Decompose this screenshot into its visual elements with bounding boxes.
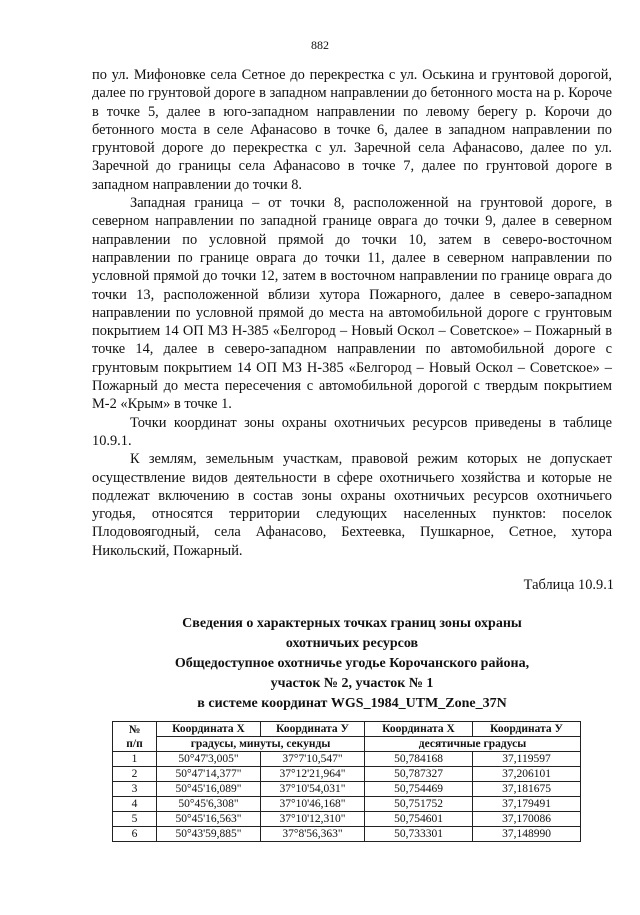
table-row: [113, 812, 581, 827]
cell-x-dms: 50°47'3,005": [157, 752, 261, 767]
table-body: [113, 752, 581, 842]
table-title: [92, 614, 612, 714]
cell-y-dec: 37,148990: [473, 827, 581, 842]
cell-y-dms: 37°8'56,363": [261, 827, 365, 842]
page-number: 882: [311, 38, 329, 52]
header-num-line: п/п: [126, 737, 143, 750]
cell-num: 6: [113, 827, 157, 842]
cell-x-dec: 50,787327: [365, 767, 473, 782]
table-row: [113, 767, 581, 782]
cell-x-dec: 50,784168: [365, 752, 473, 767]
cell-x-dms: 50°45'16,089": [157, 782, 261, 797]
cell-num: 4: [113, 797, 157, 812]
table-row: [113, 797, 581, 812]
table-row: [113, 782, 581, 797]
cell-y-dec: 37,170086: [473, 812, 581, 827]
table-header-row: [113, 722, 581, 737]
table-title-line: участок № 2, участок № 1: [270, 676, 434, 691]
cell-x-dec: 50,754601: [365, 812, 473, 827]
cell-y-dms: 37°10'46,168": [261, 797, 365, 812]
header-x-dec: Координата X: [365, 722, 473, 737]
table-title-line: в системе координат WGS_1984_UTM_Zone_37N: [197, 696, 507, 711]
cell-num: 2: [113, 767, 157, 782]
subheader-dec: десятичные градусы: [365, 737, 581, 752]
body-text: [92, 66, 612, 560]
cell-x-dec: 50,733301: [365, 827, 473, 842]
cell-x-dms: 50°47'14,377": [157, 767, 261, 782]
paragraph-continuation: по ул. Мифоновке села Сетное до перекрестка с ул. Оськина и грунтовой дорогой, далее по грунтовой дороге в западном направлении до бетонного моста на р. Короче в точке 5, далее в юго-западном направлении по левому берегу р. Корочи до бетонного моста в селе Афанасово в точке 6, далее в западном направлении по грунтовой дороге до перекрестка с ул. Заречной села Афанасово, далее по ул. Заречной до границы села Афанасово в точке 7, далее по грунтовой дороге в западном направлении до точки 8.: [92, 67, 612, 193]
subheader-dms: градусы, минуты, секунды: [157, 737, 365, 752]
header-y-dec: Координата У: [473, 722, 581, 737]
paragraph-excluded-lands: К землям, земельным участкам, правовой режим которых не допускает осуществление видов деятельности в сфере охотничьего хозяйства и которые не подлежат включению в состав зоны охраны охотничьих ресурсов охотничьего угодья, относятся территории следующих населенных пунктов: поселок Плодовоягодный, села Афанасово, Бехтеевка, Пушкарное, Сетное, хутора Никольский, Пожарный.: [92, 451, 612, 559]
paragraph-western-border: Западная граница – от точки 8, расположенной на грунтовой дороге, в северном направлении по западной границе оврага до точки 9, далее в северном направлении по условной прямой до точки 10, затем в северо-восточном направлении по границе оврага до точки 11, далее в северном направлении по условной прямой до точки 12, затем в восточном направлении по границе оврага до точки 13, расположенной вблизи хутора Пожарного, далее в северо-западном направлении по условной прямой до места на автомобильной дороге с грунтовым покрытием 14 ОП МЗ Н-385 «Белгород – Новый Оскол – Советское» – Пожарный в точке 14, далее в северо-западном направлении по автомобильной дороге с грунтовым покрытием 14 ОП МЗ Н-385 «Белгород – Новый Оскол – Советское» – Пожарный до места пересечения с автомобильной дорогой с твердым покрытием М-2 «Крым» в точке 1.: [92, 195, 612, 413]
header-num-line: №: [128, 723, 141, 736]
cell-x-dms: 50°43'59,885": [157, 827, 261, 842]
table-subheader-row: [113, 737, 581, 752]
cell-y-dms: 37°10'12,310": [261, 812, 365, 827]
table-title-line: охотничьих ресурсов: [285, 636, 419, 651]
cell-y-dec: 37,179491: [473, 797, 581, 812]
coordinates-table: [112, 721, 581, 842]
cell-y-dms: 37°10'54,031": [261, 782, 365, 797]
cell-y-dec: 37,119597: [473, 752, 581, 767]
paragraph-table-reference: Точки координат зоны охраны охотничьих ресурсов приведены в таблице 10.9.1.: [92, 414, 612, 449]
header-y-dms: Координата У: [261, 722, 365, 737]
header-x-dms: Координата X: [157, 722, 261, 737]
cell-y-dms: 37°7'10,547": [261, 752, 365, 767]
cell-y-dms: 37°12'21,964": [261, 767, 365, 782]
cell-num: 1: [113, 752, 157, 767]
table-row: [113, 752, 581, 767]
table-row: [113, 827, 581, 842]
cell-num: 3: [113, 782, 157, 797]
cell-y-dec: 37,181675: [473, 782, 581, 797]
table-label: Таблица 10.9.1: [523, 577, 614, 593]
cell-x-dms: 50°45'16,563": [157, 812, 261, 827]
cell-x-dec: 50,754469: [365, 782, 473, 797]
cell-x-dms: 50°45'6,308": [157, 797, 261, 812]
table-title-line: Сведения о характерных точках границ зоны охраны: [182, 616, 522, 631]
table-title-line: Общедоступное охотничье угодье Корочанского района,: [174, 656, 530, 671]
header-num: [113, 722, 157, 752]
cell-y-dec: 37,206101: [473, 767, 581, 782]
cell-x-dec: 50,751752: [365, 797, 473, 812]
cell-num: 5: [113, 812, 157, 827]
